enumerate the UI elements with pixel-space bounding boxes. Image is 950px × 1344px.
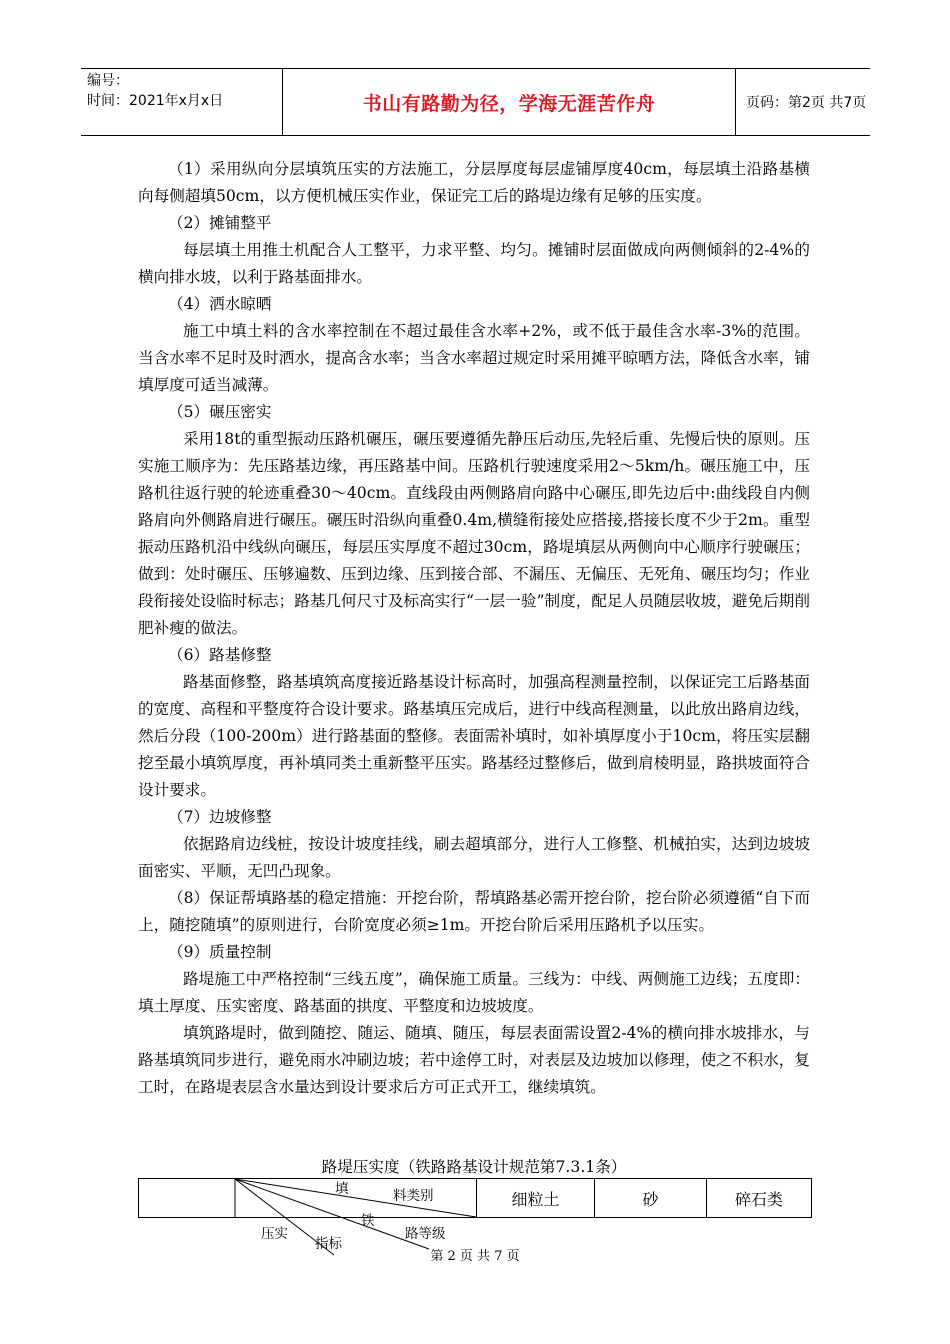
header-motto: 书山有路勤为径，学海无涯苦作舟 [283,69,736,135]
diag-label-index: 指标 [315,1236,342,1252]
column-header-sand: 砂 [594,1179,706,1217]
section-heading: （2）摊铺整平 [168,214,272,232]
column-header-gravel: 碎石类 [706,1179,811,1217]
section-heading: （6）路基修整 [168,646,272,664]
body-paragraph: 路堤施工中严格控制“三线五度”，确保施工质量。三线为：中线、两侧施工边线；五度即：填土厚度、压实密度、路基面的拱度、平整度和边坡坡度。 [138,970,810,1015]
diag-label-fill: 填 [335,1181,349,1197]
diag-label-rail: 铁 [361,1213,375,1229]
body-paragraph: 路基面修整，路基填筑高度接近路基设计标高时，加强高程测量控制，以保证完工后路基面的宽度、高程和平整度符合设计要求。路基填压完成后，进行中线高程测量，以此放出路肩边线，然后分段（100-200m）进行路基面的整修。表面需补填时，如补填厚度小于10cm，将压实层翻挖至最小填筑厚度，再补填同类土重新整平压实。路基经过整修后，做到肩棱明显，路拱坡面符合设计要求。 [138,673,810,799]
section-heading: （9）质量控制 [168,943,272,961]
compaction-table [138,1178,812,1252]
body-paragraph: （1）采用纵向分层填筑压实的方法施工，分层厚度每层虚铺厚度40cm，每层填土沿路基横向每侧超填50cm，以方便机械压实作业，保证完工后的路堤边缘有足够的压实度。 [138,160,810,205]
document-date: 时间：2021年x月x日 [87,93,224,109]
page-header [81,68,870,136]
header-page-info: 页码：第2页 共7页 [746,95,867,111]
document-number-label: 编号： [87,73,129,89]
header-meta [81,69,283,135]
table-caption: 路堤压实度（铁路路基设计规范第7.3.1条） [321,1158,627,1176]
column-header-fine-soil: 细粒土 [476,1179,594,1217]
diag-label-road-grade: 路等级 [405,1226,446,1242]
section-heading: （4）洒水晾晒 [168,295,272,313]
page-footer: 第 2 页 共 7 页 [430,1249,520,1264]
section-heading: （5）碾压密实 [168,403,272,421]
body-paragraph: 填筑路堤时，做到随挖、随运、随填、随压，每层表面需设置2-4%的横向排水坡排水，与路基填筑同步进行，避免雨水冲刷边坡；若中途停工时，对表层及边坡加以修理，使之不积水，复工时，在路堤表层含水量达到设计要求后方可正式开工，继续填筑。 [138,1024,810,1096]
section-heading: （7）边坡修整 [168,808,272,826]
body-paragraph: 依据路肩边线桩，按设计坡度挂线，刷去超填部分，进行人工修整、机械拍实，达到边坡坡面密实、平顺，无凹凸现象。 [138,835,810,880]
body-paragraph: 采用18t的重型振动压路机碾压，碾压要遵循先静压后动压,先轻后重、先慢后快的原则。压实施工顺序为：先压路基边缘，再压路基中间。压路机行驶速度采用2～5km/h。碾压施工中，压路机往返行驶的轮迹重叠30～40cm。直线段由两侧路肩向路中心碾压,即先边后中:曲线段自内侧路肩向外侧路肩进行碾压。碾压时沿纵向重叠0.4m,横缝衔接处应搭接,搭接长度不少于2m。重型振动压路机沿中线纵向碾压，每层压实厚度不超过30cm，路堤填层从两侧向中心顺序行驶碾压；做到：处时碾压、压够遍数、压到边缘、压到接合部、不漏压、无偏压、无死角、碾压均匀；作业段衔接处设临时标志；路基几何尺寸及标高实行“一层一验”制度，配足人员随层收坡，避免后期削肥补瘦的做法。 [138,430,810,637]
diag-label-material-type: 料类别 [393,1188,434,1204]
diag-label-compaction: 压实 [261,1226,288,1242]
body-paragraph: 每层填土用推土机配合人工整平，力求平整、均匀。摊铺时层面做成向两侧倾斜的2-4%的横向排水坡，以利于路基面排水。 [138,241,810,286]
body-paragraph: 施工中填土料的含水率控制在不超过最佳含水率+2%，或不低于最佳含水率-3%的范围。当含水率不足时及时洒水，提高含水率；当含水率超过规定时采用摊平晾晒方法，降低含水率，铺填厚度可适当减薄。 [138,322,810,394]
document-body [138,156,810,1101]
body-paragraph: （8）保证帮填路基的稳定措施：开挖台阶，帮填路基必需开挖台阶，挖台阶必须遵循“自下而上，随挖随填”的原则进行，台阶宽度必须≥1m。开挖台阶后采用压路机予以压实。 [138,889,810,934]
